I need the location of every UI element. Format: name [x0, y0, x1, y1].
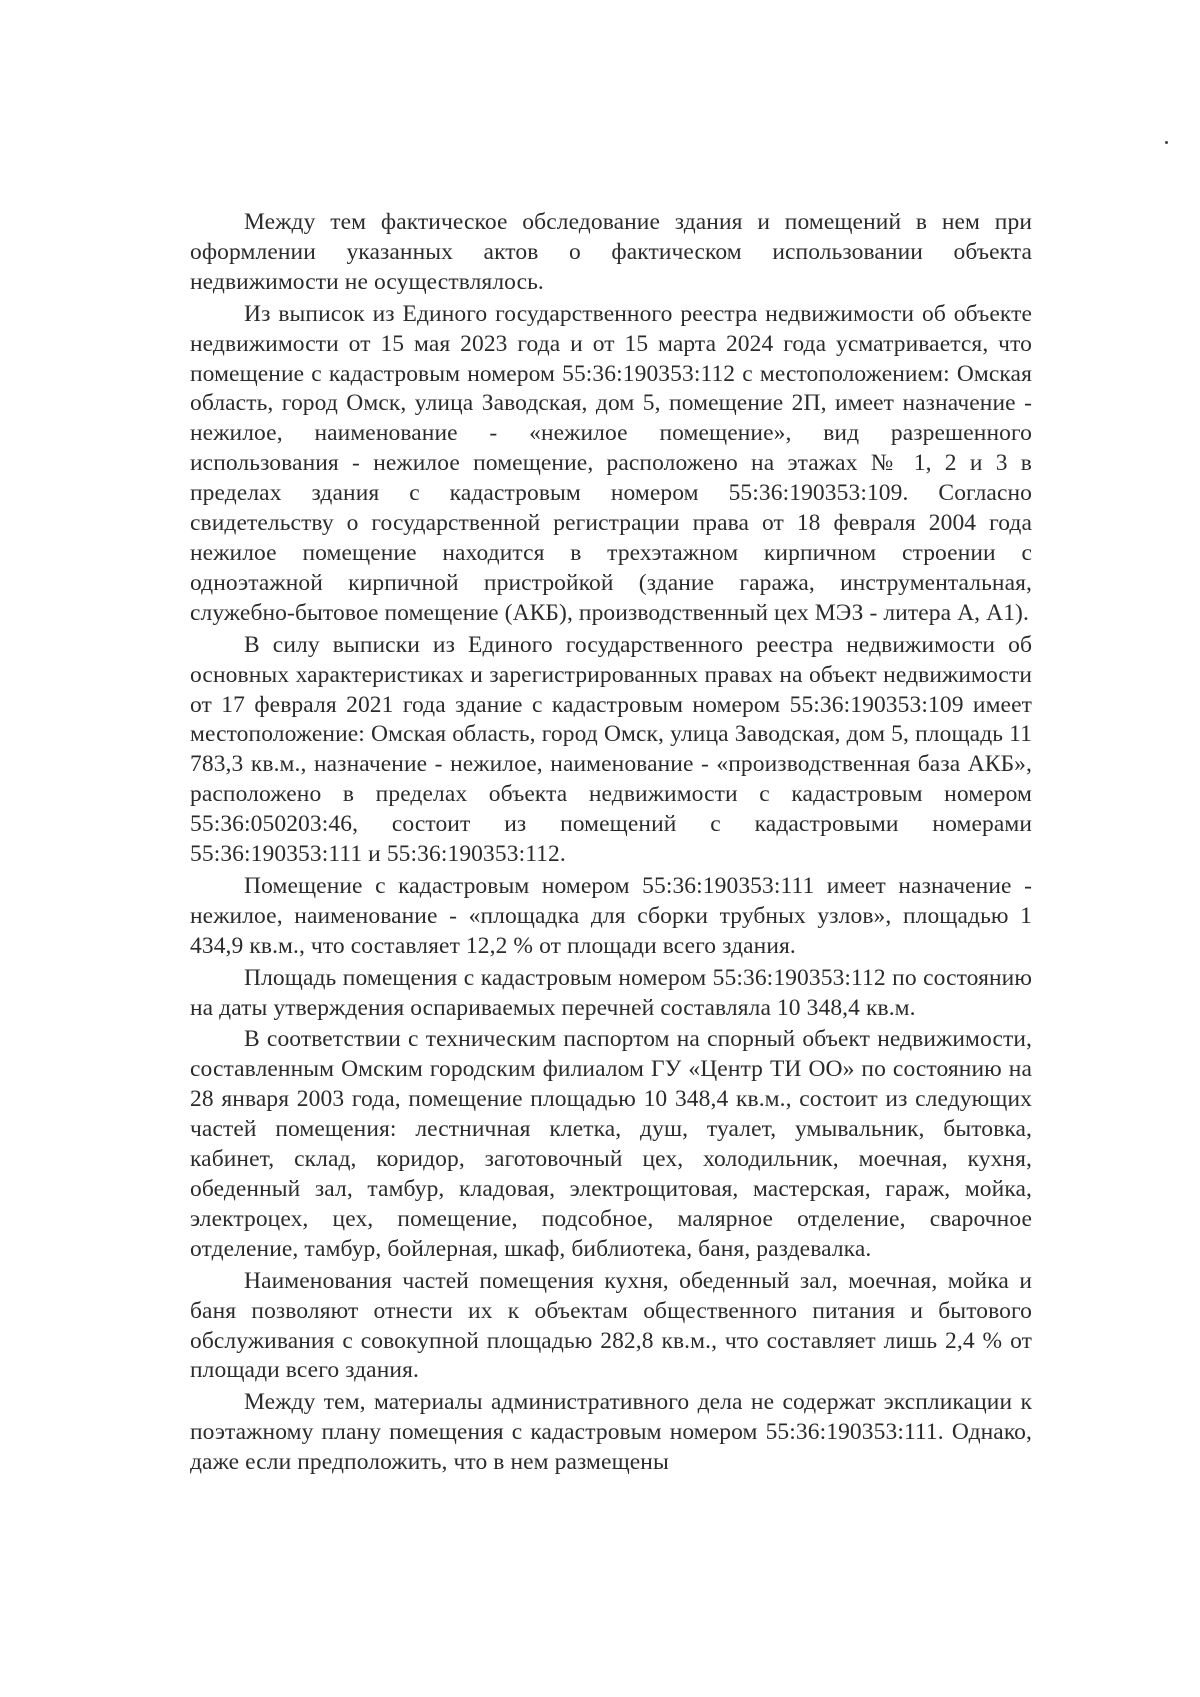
paragraph-6: В соответствии с техническим паспортом на спорный объект недвижимости, составленным Омским городским филиалом ГУ «Центр ТИ ОО» по состоянию на 28 января 2003 года, помещение площадью 10 348,4 кв.м., состоит из следующих частей помещения: лестничная клетка, душ, туалет, умывальник, бытовка, кабинет, склад, коридор, заготовочный цех, холодильник, моечная, кухня, обеденный зал, тамбур, кладовая, электрощитовая, мастерская, гараж, мойка, электроцех, цех, помещение, подсобное, малярное отделение, сварочное отделение, тамбур, бойлерная, шкаф, библиотека, баня, раздевалка. [190, 1026, 1032, 1262]
paragraph-4: Помещение с кадастровым номером 55:36:190353:111 имеет назначение - нежилое, наименование - «площадка для сборки трубных узлов», площадью 1 434,9 кв.м., что составляет 12,2 % от площади всего здания. [190, 872, 1032, 959]
paragraph-2: Из выписок из Единого государственного реестра недвижимости об объекте недвижимости от 15 мая 2023 года и от 15 марта 2024 года усматривается, что помещение с кадастровым номером 55:36:190353:112 с местоположением: Омская область, город Омск, улица Заводская, дом 5, помещение 2П, имеет назначение - нежилое, наименование - «нежилое помещение», вид разрешенного использования - нежилое помещение, расположено на этажах № 1, 2 и 3 в пределах здания с кадастровым номером 55:36:190353:109. Согласно свидетельству о государственной регистрации права от 18 февраля 2004 года нежилое помещение находится в трехэтажном кирпичном строении с одноэтажной кирпичной пристройкой (здание гаража, инструментальная, служебно-бытовое помещение (АКБ), производственный цех МЭЗ - литера А, А1). [190, 300, 1032, 626]
paragraph-8: Между тем, материалы административного дела не содержат экспликации к поэтажному плану помещения с кадастровым номером 55:36:190353:111. Однако, даже если предположить, что в нем размещены [190, 1389, 1032, 1476]
paragraph-5: Площадь помещения с кадастровым номером 55:36:190353:112 по состоянию на даты утверждения оспариваемых перечней составляла 10 348,4 кв.м. [190, 964, 1032, 1021]
paragraph-3: В силу выписки из Единого государственного реестра недвижимости об основных характеристиках и зарегистрированных правах на объект недвижимости от 17 февраля 2021 года здание с кадастровым номером 55:36:190353:109 имеет местоположение: Омская область, город Омск, улица Заводская, дом 5, площадь 11 783,3 кв.м., назначение - нежилое, наименование - «производственная база АКБ», расположено в пределах объекта недвижимости с кадастровым номером 55:36:050203:46, состоит из помещений с кадастровыми номерами 55:36:190353:111 и 55:36:190353:112. [190, 631, 1032, 868]
paragraph-1: Между тем фактическое обследование здания и помещений в нем при оформлении указанных актов о фактическом использовании объекта недвижимости не осуществлялось. [190, 209, 1032, 295]
paragraph-7: Наименования частей помещения кухня, обеденный зал, моечная, мойка и баня позволяют отнести их к объектам общественного питания и бытового обслуживания с совокупной площадью 282,8 кв.м., что составляет лишь 2,4 % от площади всего здания. [190, 1267, 1032, 1384]
document-body [190, 208, 1032, 1480]
scan-speck [1165, 141, 1168, 144]
